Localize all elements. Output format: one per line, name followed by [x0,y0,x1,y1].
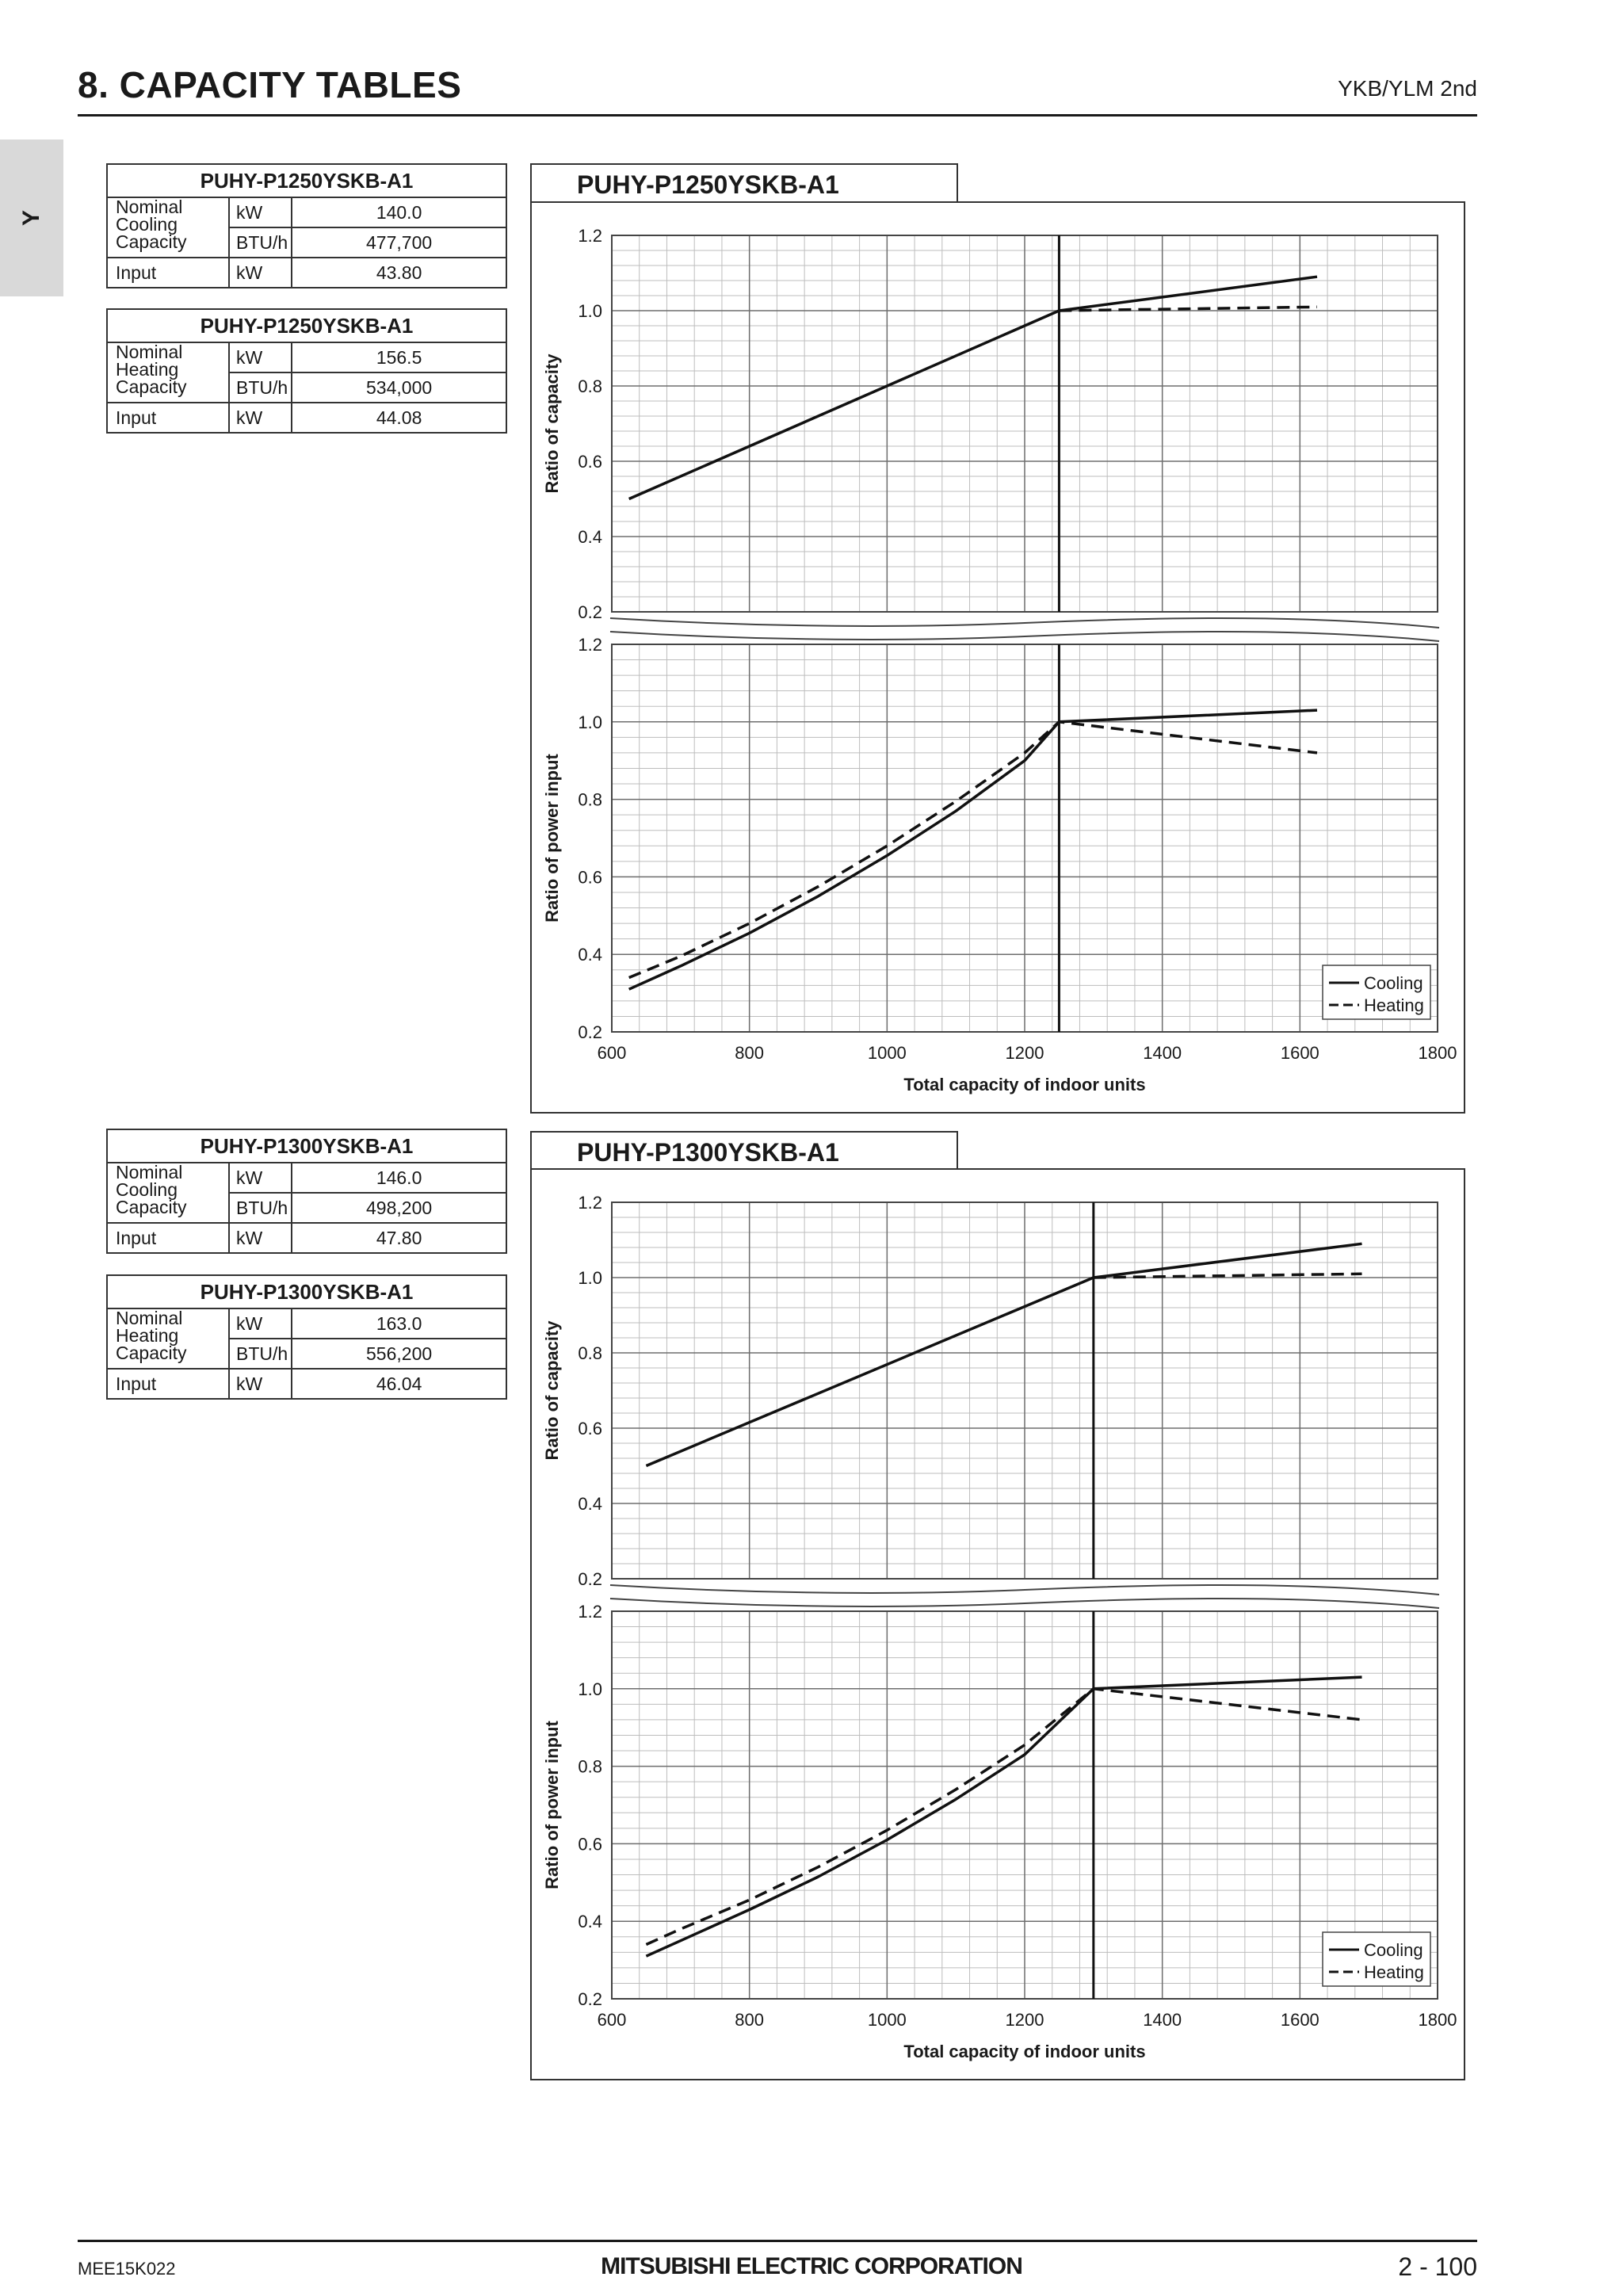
table-value: 146.0 [292,1163,506,1193]
table-unit: kW [229,403,292,433]
chart-2 [531,1132,1465,2080]
y-tick-label: 0.6 [578,867,602,888]
x-tick-label: 800 [735,1043,765,1063]
y-axis-label: Ratio of power input [542,1721,562,1889]
table-unit: kW [229,1369,292,1399]
section-tab-label: Y [17,209,44,227]
table-value: 47.80 [292,1223,506,1253]
y-tick-label: 0.2 [578,1569,602,1589]
label-line: Capacity [116,231,187,252]
table-unit: kW [229,1163,292,1193]
x-tick-label: 1600 [1280,1043,1319,1063]
label-line: Capacity [116,376,187,397]
label-line: Nominal [116,1308,183,1328]
y-tick-label: 0.4 [578,945,602,965]
y-axis-label: Ratio of capacity [542,1320,562,1461]
y-tick-label: 0.2 [578,602,602,622]
table-value: 46.04 [292,1369,506,1399]
label-line: Nominal [116,197,183,217]
company-name: MITSUBISHI ELECTRIC CORPORATION [601,2253,1022,2279]
series-cooling [629,710,1317,989]
table-value: 556,200 [292,1339,506,1369]
table-unit: kW [229,342,292,372]
page-number: 2 - 100 [1398,2252,1477,2281]
table-input-label: Input [107,1223,229,1253]
table-value: 156.5 [292,342,506,372]
power-input-panel [542,1602,1438,2009]
y-tick-label: 1.0 [578,1268,602,1288]
x-tick-label: 1400 [1143,2010,1182,2030]
table-value: 163.0 [292,1308,506,1339]
legend-label-cooling: Cooling [1364,973,1423,993]
chart-1 [531,164,1465,1113]
legend-label-cooling: Cooling [1364,1940,1423,1960]
y-tick-label: 1.0 [578,712,602,732]
table-value: 43.80 [292,258,506,288]
doc-code: MEE15K022 [78,2259,176,2279]
table-value: 44.08 [292,403,506,433]
table-unit: BTU/h [229,372,292,403]
table-unit: kW [229,258,292,288]
y-tick-label: 0.2 [578,1022,602,1042]
y-tick-label: 0.8 [578,376,602,396]
table-value: 140.0 [292,197,506,227]
y-tick-label: 1.2 [578,1193,602,1213]
capacity-panel [542,1193,1438,1589]
table-unit: BTU/h [229,227,292,258]
label-line: Capacity [116,1197,187,1217]
axis-break-mark [610,632,1439,641]
label-line: Cooling [116,1179,178,1200]
table-input-label: Input [107,1369,229,1399]
footer-rule [78,2240,1477,2242]
table-model: PUHY-P1250YSKB-A1 [107,309,506,342]
table-model: PUHY-P1250YSKB-A1 [107,164,506,197]
x-axis-label: Total capacity of indoor units [903,1075,1146,1095]
y-axis-label: Ratio of power input [542,754,562,923]
x-tick-label: 1600 [1280,2010,1319,2030]
y-tick-label: 1.0 [578,301,602,321]
y-tick-label: 0.6 [578,452,602,472]
y-tick-label: 1.0 [578,1679,602,1699]
y-tick-label: 0.4 [578,1494,602,1514]
x-axis-label: Total capacity of indoor units [903,2042,1146,2061]
table-value: 498,200 [292,1193,506,1223]
series-cooling [629,277,1317,499]
x-tick-label: 1000 [867,1043,907,1063]
table-value: 477,700 [292,227,506,258]
y-tick-label: 0.4 [578,1912,602,1932]
page-subtitle: YKB/YLM 2nd [1338,76,1477,101]
y-tick-label: 0.4 [578,527,602,547]
table-unit: kW [229,197,292,227]
y-tick-label: 0.8 [578,1343,602,1363]
table-unit: kW [229,1308,292,1339]
x-tick-label: 1000 [867,2010,907,2030]
y-tick-label: 1.2 [578,226,602,246]
table-unit: BTU/h [229,1193,292,1223]
y-tick-label: 0.6 [578,1834,602,1855]
page-title: 8. CAPACITY TABLES [78,64,462,105]
axis-break-mark [610,1585,1439,1595]
y-tick-label: 0.2 [578,1989,602,2009]
chart-title: PUHY-P1300YSKB-A1 [577,1138,839,1167]
label-line: Capacity [116,1343,187,1363]
label-line: Heating [116,1325,179,1346]
x-tick-label: 600 [597,2010,627,2030]
series-cooling [646,1677,1361,1956]
x-tick-label: 800 [735,2010,765,2030]
y-tick-label: 1.2 [578,635,602,655]
y-axis-label: Ratio of capacity [542,353,562,494]
axis-break-mark [610,1599,1439,1608]
table-input-label: Input [107,403,229,433]
chart-title: PUHY-P1250YSKB-A1 [577,170,839,199]
legend-label-heating: Heating [1364,995,1424,1015]
label-line: Nominal [116,1162,183,1182]
y-tick-label: 0.6 [578,1419,602,1438]
x-tick-label: 1400 [1143,1043,1182,1063]
table-value: 534,000 [292,372,506,403]
table-unit: kW [229,1223,292,1253]
y-tick-label: 1.2 [578,1602,602,1622]
x-tick-label: 1200 [1005,2010,1044,2030]
table-unit: BTU/h [229,1339,292,1369]
x-tick-label: 1800 [1418,2010,1457,2030]
y-tick-label: 0.8 [578,1756,602,1777]
label-line: Heating [116,359,179,380]
table-model: PUHY-P1300YSKB-A1 [107,1275,506,1308]
x-tick-label: 600 [597,1043,627,1063]
label-line: Nominal [116,342,183,362]
axis-break-mark [610,618,1439,628]
label-line: Cooling [116,214,178,235]
table-model: PUHY-P1300YSKB-A1 [107,1129,506,1163]
power-input-panel [542,635,1438,1042]
x-tick-label: 1200 [1005,1043,1044,1063]
y-tick-label: 0.8 [578,789,602,810]
table-input-label: Input [107,258,229,288]
x-tick-label: 1800 [1418,1043,1457,1063]
legend-label-heating: Heating [1364,1962,1424,1982]
capacity-panel [542,226,1438,622]
